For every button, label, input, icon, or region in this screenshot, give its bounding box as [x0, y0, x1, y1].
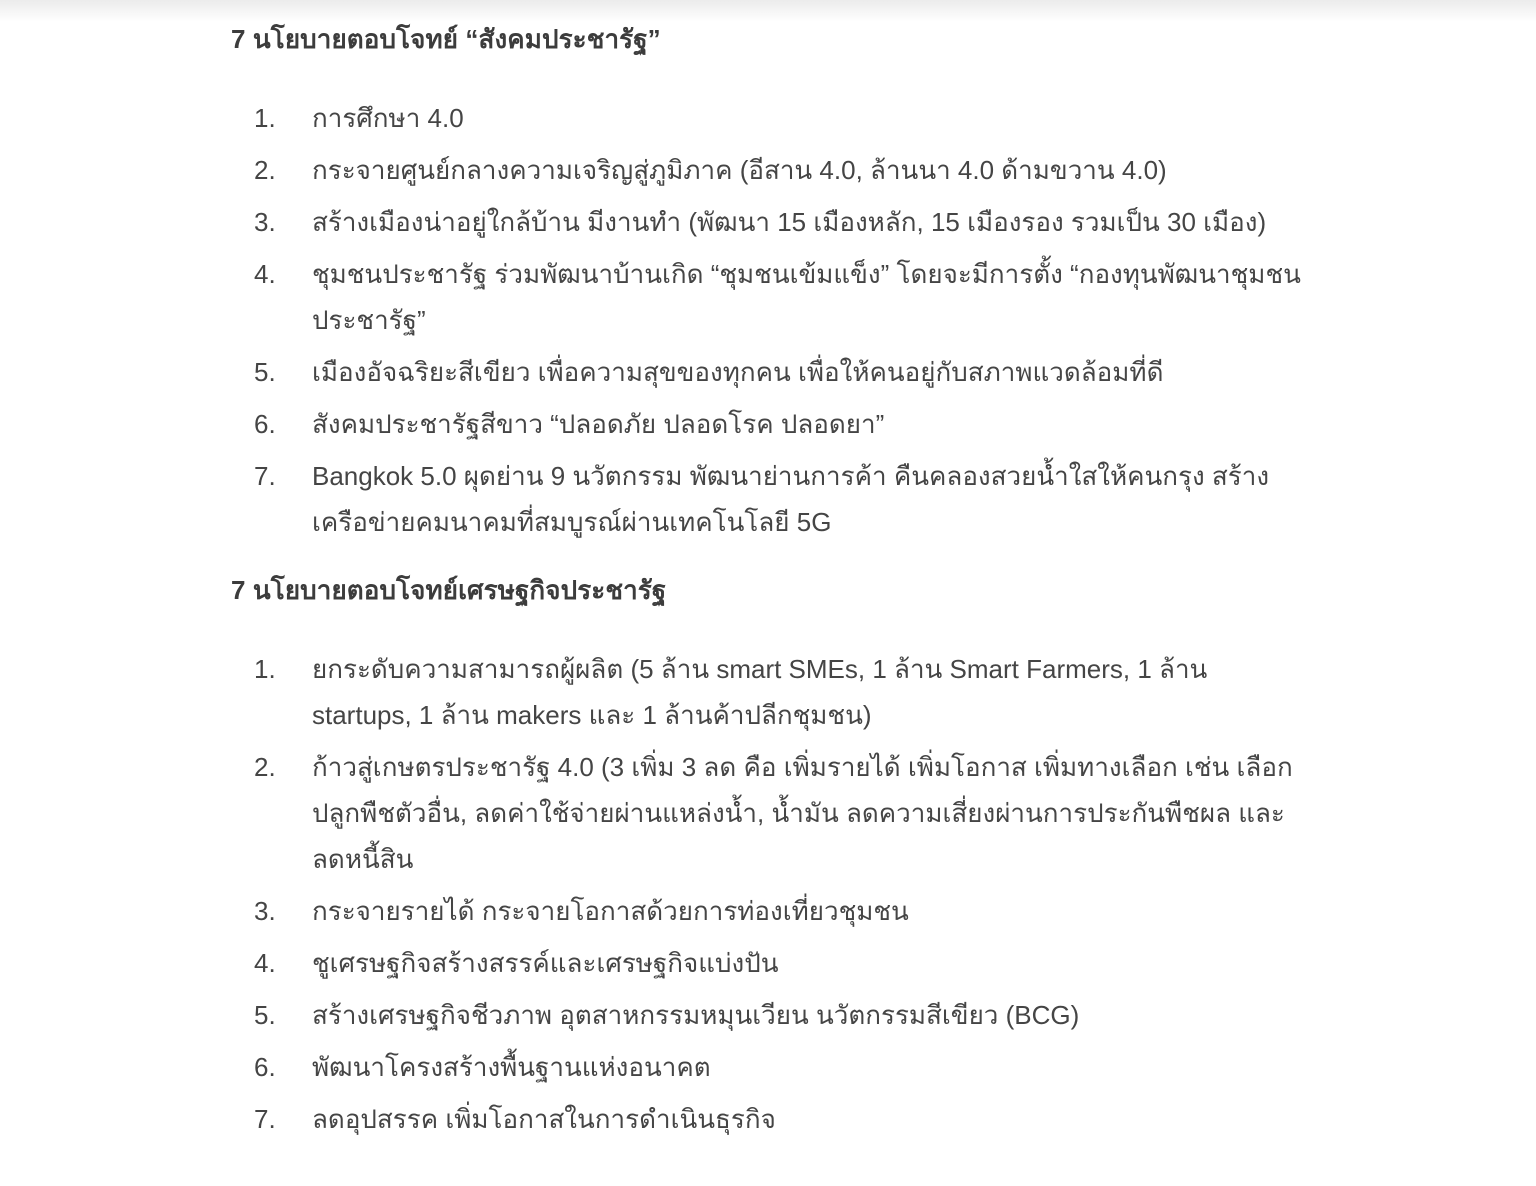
list-number: 7. — [254, 1104, 276, 1134]
list-number: 4. — [254, 948, 276, 978]
list-text: เมืองอัจฉริยะสีเขียว เพื่อความสุขของทุกคน เพื่อให้คนอยู่กับสภาพแวดล้อมที่ดี — [312, 357, 1164, 387]
list-number: 2. — [254, 752, 276, 782]
list-item — [231, 401, 1311, 447]
list-item — [231, 646, 1311, 738]
list-number: 7. — [254, 461, 276, 491]
list-number: 2. — [254, 155, 276, 185]
list-item — [231, 147, 1311, 193]
section-heading: 7 นโยบายตอบโจทย์ “สังคมประชารัฐ” — [231, 24, 661, 54]
economic-policy-section — [231, 572, 1311, 1142]
list-item — [231, 1096, 1311, 1142]
list-number: 1. — [254, 103, 276, 133]
list-number: 1. — [254, 654, 276, 684]
list-item — [231, 95, 1311, 141]
list-text: กระจายรายได้ กระจายโอกาสด้วยการท่องเที่ยวชุมชน — [312, 896, 909, 926]
list-text: สร้างเมืองน่าอยู่ใกล้บ้าน มีงานทำ (พัฒนา 15 เมืองหลัก, 15 เมืองรอง รวมเป็น 30 เมือง) — [312, 207, 1267, 237]
list-item — [231, 940, 1311, 986]
list-number: 5. — [254, 1000, 276, 1030]
policy-list — [231, 646, 1311, 1142]
list-text: ชุมชนประชารัฐ ร่วมพัฒนาบ้านเกิด “ชุมชนเข้มแข็ง” โดยจะมีการตั้ง “กองทุนพัฒนาชุมชนประชารัฐ” — [312, 259, 1301, 335]
list-text: กระจายศูนย์กลางความเจริญสู่ภูมิภาค (อีสาน 4.0, ล้านนา 4.0 ด้ามขวาน 4.0) — [312, 155, 1167, 185]
list-text: ก้าวสู่เกษตรประชารัฐ 4.0 (3 เพิ่ม 3 ลด คือ เพิ่มรายได้ เพิ่มโอกาส เพิ่มทางเลือก เช่น เลือกปลูกพืชตัวอื่น, ลดค่าใช้จ่ายผ่านแหล่งน้ำ, น้ำมัน ลดความเสี่ยงผ่านการประกันพืชผล และลดหนี้สิน — [312, 752, 1293, 874]
list-number: 5. — [254, 357, 276, 387]
list-number: 3. — [254, 896, 276, 926]
list-text: ชูเศรษฐกิจสร้างสรรค์และเศรษฐกิจแบ่งปัน — [312, 948, 779, 978]
list-item — [231, 453, 1311, 545]
list-text: สังคมประชารัฐสีขาว “ปลอดภัย ปลอดโรค ปลอดยา” — [312, 409, 885, 439]
list-item — [231, 251, 1311, 343]
list-number: 6. — [254, 409, 276, 439]
list-item — [231, 744, 1311, 882]
list-text: สร้างเศรษฐกิจชีวภาพ อุตสาหกรรมหมุนเวียน นวัตกรรมสีเขียว (BCG) — [312, 1000, 1080, 1030]
list-item — [231, 888, 1311, 934]
list-number: 4. — [254, 259, 276, 289]
list-text: ยกระดับความสามารถผู้ผลิต (5 ล้าน smart SMEs, 1 ล้าน Smart Farmers, 1 ล้าน startups, 1 ล้าน makers และ 1 ล้านค้าปลีกชุมชน) — [312, 654, 1208, 730]
social-policy-section — [231, 0, 1311, 572]
list-number: 6. — [254, 1052, 276, 1082]
article-content — [231, 0, 1311, 1148]
list-text: พัฒนาโครงสร้างพื้นฐานแห่งอนาคต — [312, 1052, 711, 1082]
list-text: การศึกษา 4.0 — [312, 103, 464, 133]
section-heading: 7 นโยบายตอบโจทย์เศรษฐกิจประชารัฐ — [231, 575, 667, 605]
list-text: ลดอุปสรรค เพิ่มโอกาสในการดำเนินธุรกิจ — [312, 1104, 776, 1134]
list-item — [231, 349, 1311, 395]
list-item — [231, 1044, 1311, 1090]
policy-list — [231, 95, 1311, 545]
list-item — [231, 992, 1311, 1038]
list-text: Bangkok 5.0 ผุดย่าน 9 นวัตกรรม พัฒนาย่านการค้า คืนคลองสวยน้ำใสให้คนกรุง สร้างเครือข่ายคมนาคมที่สมบูรณ์ผ่านเทคโนโลยี 5G — [312, 461, 1270, 537]
list-item — [231, 199, 1311, 245]
list-number: 3. — [254, 207, 276, 237]
